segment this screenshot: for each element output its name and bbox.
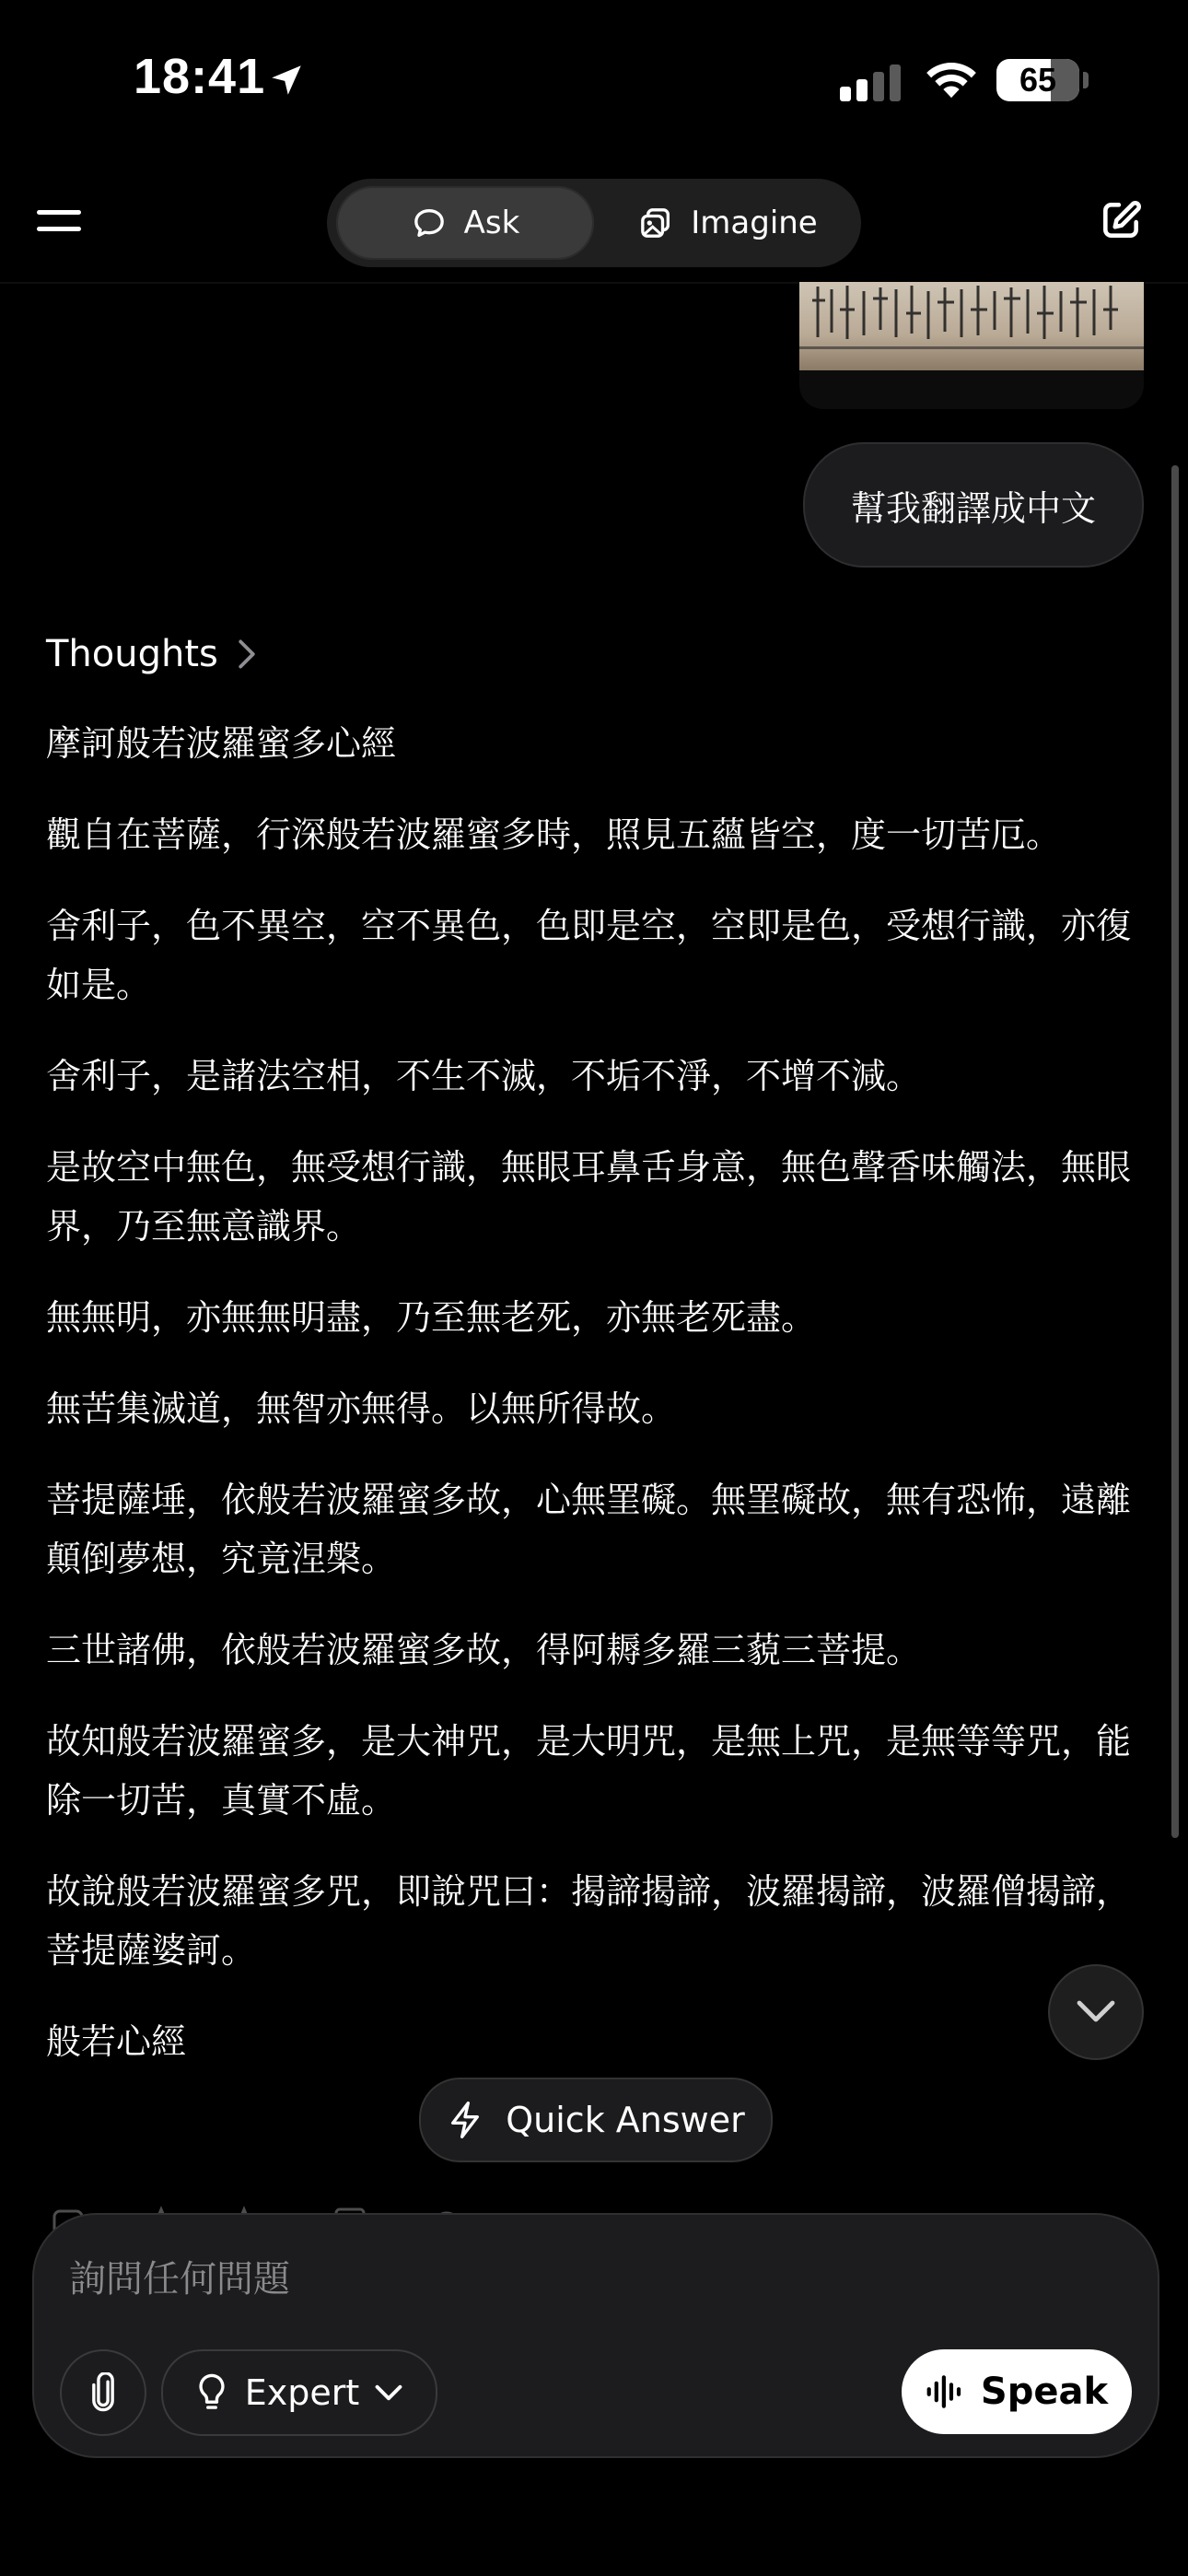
answer-paragraph: 觀自在菩薩，行深般若波羅蜜多時，照見五蘊皆空，度一切苦厄。	[46, 814, 1062, 855]
mode-selector-label: Expert	[244, 2372, 360, 2413]
status-time: 18:41	[134, 49, 266, 104]
tab-imagine[interactable]	[603, 186, 852, 260]
chevron-right-icon	[237, 638, 257, 670]
answer-paragraph: 故知般若波羅蜜多，是大神咒，是大明咒，是無上咒，是無等等咒，能除一切苦，真實不虛。	[46, 1721, 1132, 1821]
cellular-signal-icon	[840, 64, 903, 101]
imagine-icon	[637, 205, 674, 241]
quick-answer-button[interactable]	[419, 2078, 773, 2162]
answer-paragraph: 菩提薩埵，依般若波羅蜜多故，心無罣礙。無罣礙故，無有恐怖，遠離顛倒夢想，究竟涅槃。	[46, 1480, 1132, 1579]
status-bar	[0, 0, 1188, 157]
new-chat-edit-icon[interactable]	[1098, 197, 1144, 243]
message-composer	[32, 2213, 1159, 2458]
thoughts-toggle[interactable]	[46, 626, 257, 682]
mode-segmented-control	[327, 179, 861, 267]
battery-icon	[996, 59, 1079, 101]
scrollbar[interactable]	[1171, 465, 1179, 1838]
answer-paragraph: 舍利子，色不異空，空不異色，色即是空，空即是色，受想行識，亦復如是。	[46, 906, 1132, 1005]
answer-paragraph: 三世諸佛，依般若波羅蜜多故，得阿耨多羅三藐三菩提。	[46, 1630, 922, 1670]
tab-ask[interactable]	[336, 186, 594, 260]
tab-ask-label: Ask	[463, 205, 520, 241]
answer-paragraph: 舍利子，是諸法空相，不生不滅，不垢不淨，不增不減。	[46, 1056, 922, 1096]
paperclip-icon	[87, 2372, 119, 2413]
chevron-down-icon	[374, 2383, 403, 2402]
answer-paragraph: 故說般若波羅蜜多咒，即說咒曰：揭諦揭諦，波羅揭諦，波羅僧揭諦，菩提薩婆訶。	[46, 1871, 1132, 1971]
menu-icon[interactable]	[37, 205, 83, 238]
manuscript-image	[799, 282, 1144, 370]
lightning-icon	[447, 2100, 483, 2140]
thoughts-label: Thoughts	[46, 633, 218, 675]
speak-label: Speak	[980, 2371, 1109, 2413]
attach-button[interactable]	[60, 2349, 146, 2436]
battery-cap	[1083, 72, 1089, 88]
assistant-answer	[46, 714, 1133, 2103]
answer-paragraph: 無苦集滅道，無智亦無得。以無所得故。	[46, 1388, 677, 1429]
chevron-down-icon	[1076, 1999, 1116, 2025]
lightbulb-icon	[195, 2372, 228, 2413]
location-arrow-icon	[267, 61, 306, 100]
scroll-to-bottom-button[interactable]	[1048, 1964, 1144, 2060]
speak-button[interactable]	[902, 2349, 1132, 2434]
chat-bubble-icon	[411, 205, 448, 241]
answer-paragraph: 無無明，亦無無明盡，乃至無老死，亦無老死盡。	[46, 1297, 817, 1338]
sound-wave-icon	[926, 2373, 964, 2410]
message-input[interactable]: 詢問任何問題	[69, 2258, 290, 2301]
answer-paragraph: 般若心經	[46, 2021, 187, 2062]
tab-imagine-label: Imagine	[691, 205, 818, 241]
calligraphy-texture	[799, 282, 1144, 370]
wifi-icon	[923, 59, 980, 101]
quick-answer-label: Quick Answer	[506, 2100, 745, 2140]
user-message-bubble: 幫我翻譯成中文	[803, 442, 1144, 568]
answer-paragraph: 摩訶般若波羅蜜多心經	[46, 723, 397, 764]
battery-percent: 65	[1019, 61, 1057, 99]
uploaded-image-thumbnail[interactable]	[799, 282, 1144, 409]
mode-selector-button[interactable]	[161, 2349, 437, 2436]
answer-paragraph: 是故空中無色，無受想行識，無眼耳鼻舌身意，無色聲香味觸法，無眼界，乃至無意識界。	[46, 1147, 1132, 1247]
